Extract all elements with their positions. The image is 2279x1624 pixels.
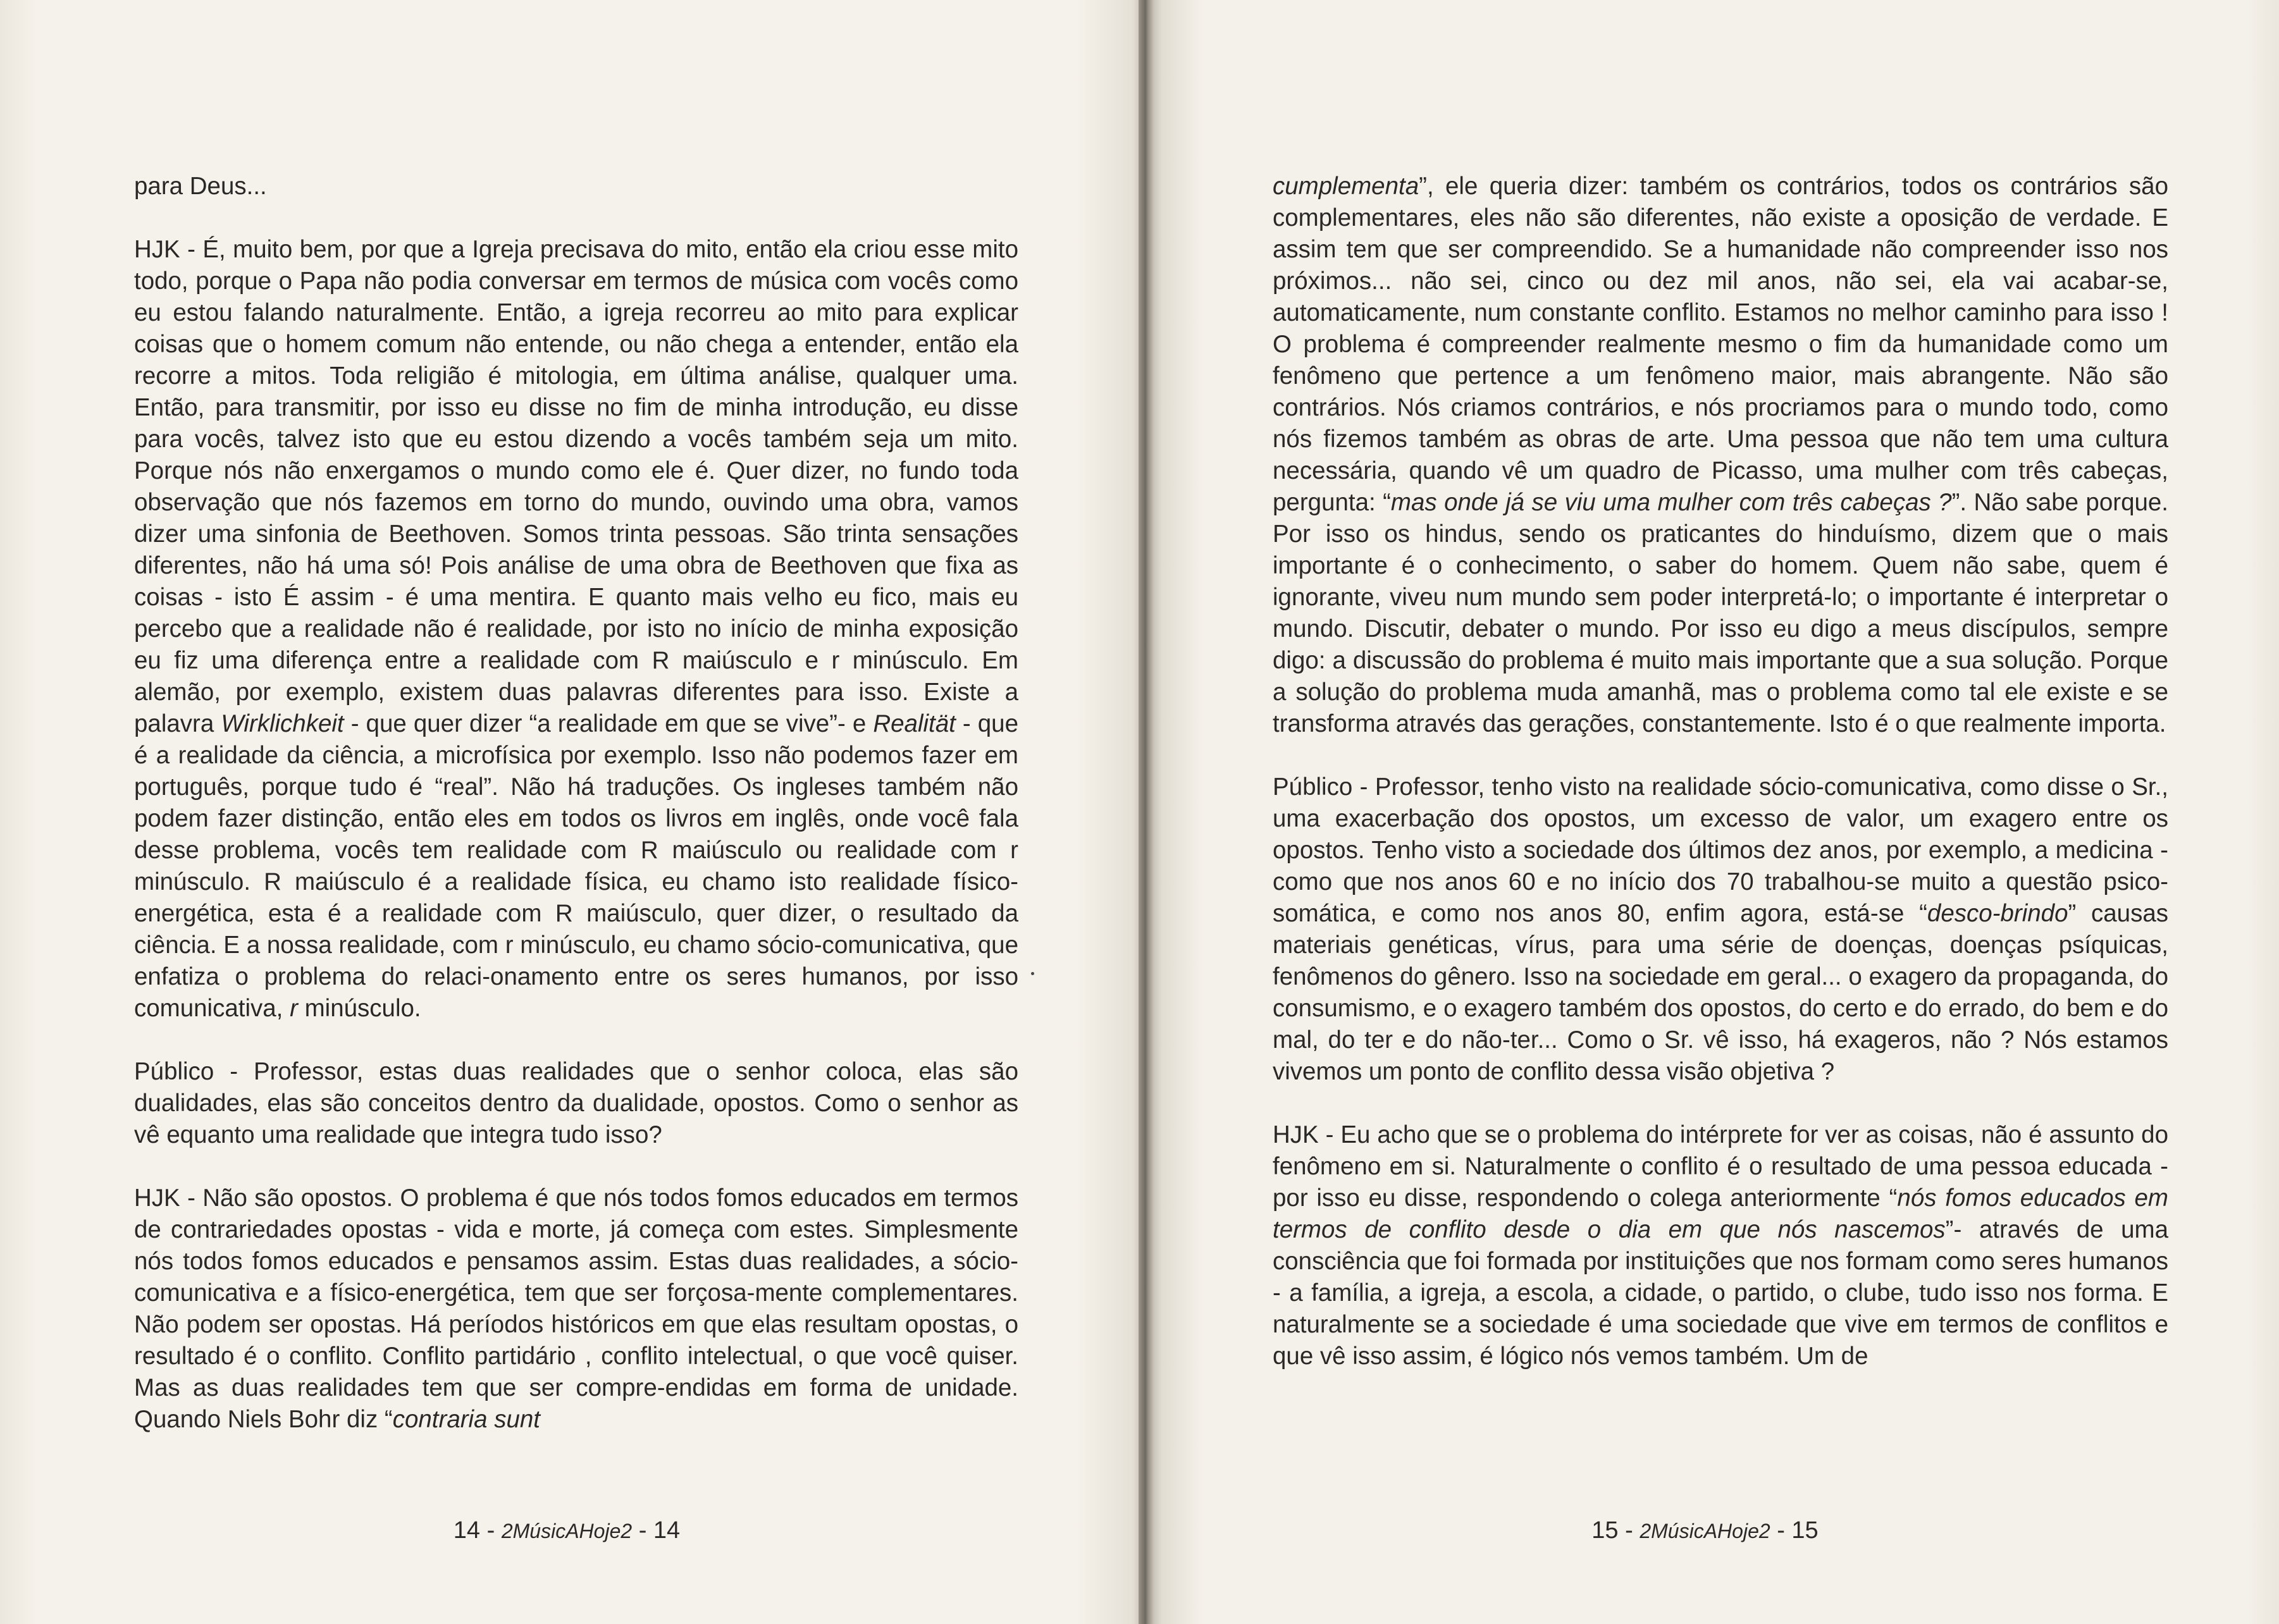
right-page-text (1273, 171, 2168, 1404)
text-run: para Deus... (134, 173, 267, 200)
italic-text: nós fomos educados em termos de conflito desde o dia em que nós nascemos (1273, 1184, 2168, 1243)
book-spine (1139, 0, 1154, 1624)
text-run: - que quer dizer “a realidade em que se vive”- e (343, 710, 874, 737)
text-run: ”- através de uma consciência que foi formada por instituições que nos formam como seres humanos - a família, a igreja, a escola, a cidade, o partido, o clube, tudo isso nos forma. E naturalmente se a sociedade é uma sociedade que vive em termos de conflitos e que vê isso assim, é lógico nós vemos também. Um de (1273, 1216, 2169, 1370)
left-page-folio (0, 1515, 1140, 1547)
paragraph (1273, 1119, 2168, 1372)
paragraph (134, 234, 1018, 1024)
italic-text: desco-brindo (1927, 900, 2068, 927)
folio-publication: 2MúsicAHoje2 (1640, 1520, 1770, 1542)
paragraph (1273, 772, 2168, 1088)
text-run: ” causas materiais genéticas, vírus, para uma série de doenças, doenças psíquicas, fenômenos do gênero. Isso na sociedade em geral... o exagero da propaganda, do consumismo, e o exagero também dos opostos, do certo e do errado, do bem e do mal, do ter e do não-ter... Como o Sr. vê isso, há exageros, não ? Nós estamos vivemos um ponto de conflito dessa visão objetiva ? (1273, 900, 2168, 1085)
text-run: Público - Professor, tenho visto na realidade sócio-comunicativa, como disse o Sr., uma exacerbação dos opostos, um excesso de valor, um exagero entre os opostos. Tenho visto a sociedade dos últimos dez anos, por exemplo, a medicina - como que nos anos 60 e no início dos 70 trabalhou-se muito a questão psico-somática, e como nos anos 80, enfim agora, está-se “ (1273, 773, 2168, 927)
text-run: HJK - Não são opostos. O problema é que nós todos fomos educados em termos de contrariedades opostas - vida e morte, já começa com estes. Simplesmente nós todos fomos educados e pensamos assim. Estas duas realidades, a sócio-comunicativa e a físico-energética, tem que ser forçosa-mente complementares. Não podem ser opostas. Há períodos históricos em que elas resultam opostas, o resultado é o conflito. Conflito partidário , conflito intelectual, o que você quiser. Mas as duas realidades tem que ser compre-endidas em forma de unidade. Quando Niels Bohr diz “ (134, 1184, 1018, 1433)
folio-number-before: 15 - (1591, 1517, 1640, 1544)
italic-text: Wirklichkeit (221, 710, 344, 737)
italic-text: r (290, 995, 298, 1022)
italic-text: mas onde já se viu uma mulher com três cabeças ? (1390, 489, 1952, 516)
left-page-text (134, 171, 1018, 1467)
stray-dot (1031, 972, 1034, 975)
paragraph (134, 171, 1018, 202)
right-page (1146, 0, 2279, 1624)
text-run: - que é a realidade da ciência, a microfísica por exemplo. Isso não podemos fazer em português, porque tudo é “real”. Não há traduções. Os ingleses também não podem fazer distinção, então eles em todos os livros em inglês, onde você fala desse problema, vocês tem realidade com R maiúsculo ou realidade com r minúsculo. R maiúsculo é a realidade física, eu chamo isto realidade físico-energética, esta é a realidade com R maiúsculo, quer dizer, o resultado da ciência. E a nossa realidade, com r minúsculo, eu chamo sócio-comunicativa, que enfatiza o problema do relaci-onamento entre os seres humanos, por isso comunicativa, (134, 710, 1019, 1022)
italic-text: Realität (873, 710, 956, 737)
folio-publication: 2MúsicAHoje2 (501, 1520, 633, 1542)
text-run: ”, ele queria dizer: também os contrários, todos os contrários são complementares, eles não são diferentes, não existe a oposição de verdade. E assim tem que ser compreendido. Se a humanidade não compreender isso nos próximos... não sei, cinco ou dez mil anos, não sei, ela vai acabar-se, automaticamente, num constante conflito. Estamos no melhor caminho para isso ! O problema é compreender realmente mesmo o fim da humanidade como um fenômeno que pertence a um fenômeno maior, mais abrangente. Não são contrários. Nós criamos contrários, e nós procriamos para o mundo todo, como nós fizemos também as obras de arte. Uma pessoa que não tem uma cultura necessária, quando vê um quadro de Picasso, uma mulher com três cabeças, pergunta: “ (1273, 173, 2168, 516)
text-run: Público - Professor, estas duas realidades que o senhor coloca, elas são dualidades, elas são conceitos dentro da dualidade, opostos. Como o senhor as vê equanto uma realidade que integra tudo isso? (134, 1058, 1018, 1148)
italic-text: contraria sunt (392, 1406, 540, 1433)
text-run: HJK - Eu acho que se o problema do intérprete for ver as coisas, não é assunto do fenômeno em si. Naturalmente o conflito é o resultado de uma pessoa educada - por isso eu disse, respondendo o colega anteriormente “ (1273, 1121, 2168, 1212)
folio-number-before: 14 - (453, 1517, 502, 1544)
folio-number-after: - 15 (1770, 1517, 1819, 1544)
paragraph (134, 1183, 1018, 1436)
text-run: ”. Não sabe porque. Por isso os hindus, sendo os praticantes do hinduísmo, dizem que o mais importante é o conhecimento, o saber do homem. Quem não sabe, quem é ignorante, viveu num mundo sem poder interpretá-lo; o importante é interpretar o mundo. Discutir, debater o mundo. Por isso eu digo a meus discípulos, sempre digo: a discussão do problema é muito mais importante que a sua solução. Porque a solução do problema muda amanhã, mas o problema como tal ele existe e se transforma através das gerações, constantemente. Isto é o que realmente importa. (1273, 489, 2169, 737)
folio-number-after: - 14 (632, 1517, 681, 1544)
text-run: HJK - É, muito bem, por que a Igreja precisava do mito, então ela criou esse mito todo, porque o Papa não podia conversar em termos de música com vocês como eu estou falando naturalmente. Então, a igreja recorreu ao mito para explicar coisas que o homem comum não entende, ou não chega a entender, então ela recorre a mitos. Toda religião é mitologia, em última análise, qualquer uma. Então, para transmitir, por isso eu disse no fim de minha introdução, eu disse para vocês, talvez isto que eu estou dizendo a vocês também seja um mito. Porque nós não enxergamos o mundo como ele é. Quer dizer, no fundo toda observação que nós fazemos em torno do mundo, ouvindo uma obra, vamos dizer uma sinfonia de Beethoven. Somos trinta pessoas. São trinta sensações diferentes, não há uma só! Pois análise de uma obra de Beethoven que fixa as coisas - isto É assim - é uma mentira. E quanto mais velho eu fico, mais eu percebo que a realidade não é realidade, por isto no início de minha exposição eu fiz uma diferença entre a realidade com R maiúsculo e r minúsculo. Em alemão, por exemplo, existem duas palavras diferentes para isso. Existe a palavra (134, 236, 1018, 737)
paragraph (134, 1056, 1018, 1151)
paragraph (1273, 171, 2168, 740)
text-run: minúsculo. (297, 995, 421, 1022)
italic-text: cumplementa (1273, 173, 1419, 200)
right-page-folio (1146, 1515, 2271, 1547)
